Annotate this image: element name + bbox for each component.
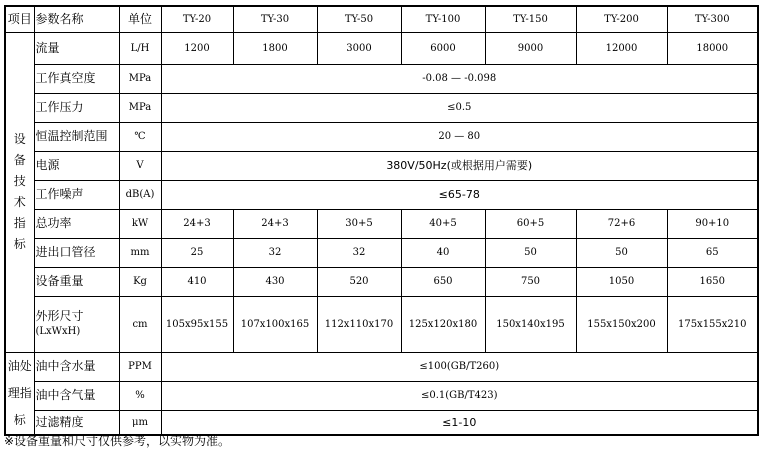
param-name: 恒温控制范围 (34, 122, 119, 151)
header-model: TY-300 (667, 6, 758, 32)
header-model: TY-150 (485, 6, 576, 32)
row-power-supply (5, 151, 758, 180)
param-name: 流量 (34, 32, 119, 64)
cell-value: 6000 (401, 32, 485, 64)
cell-value: 650 (401, 267, 485, 296)
param-name: 总功率 (34, 209, 119, 238)
header-model: TY-20 (161, 6, 233, 32)
cell-value: 430 (233, 267, 317, 296)
row-water-content (5, 352, 758, 381)
cell-value: 24+3 (161, 209, 233, 238)
footnote: ※设备重量和尺寸仅供参考，以实物为准。 (4, 434, 231, 448)
header-item: 项目 (5, 6, 34, 32)
header-row (5, 6, 758, 32)
cell-value: 18000 (667, 32, 758, 64)
cell-value: 125x120x180 (401, 296, 485, 352)
cell-value-merged: ≤100(GB/T260) (161, 352, 758, 381)
cell-value: 72+6 (576, 209, 667, 238)
cell-value: 50 (576, 238, 667, 267)
cell-value: 90+10 (667, 209, 758, 238)
header-model: TY-50 (317, 6, 401, 32)
param-name: 工作噪声 (34, 180, 119, 209)
param-unit: kW (119, 209, 161, 238)
param-unit: Kg (119, 267, 161, 296)
cell-value: 520 (317, 267, 401, 296)
param-unit: % (119, 381, 161, 410)
category-oil: 油处理指标 (5, 352, 34, 435)
header-model: TY-100 (401, 6, 485, 32)
header-model: TY-30 (233, 6, 317, 32)
param-unit: ℃ (119, 122, 161, 151)
cell-value-merged: ≤0.5 (161, 93, 758, 122)
param-name: 设备重量 (34, 267, 119, 296)
cell-value: 105x95x155 (161, 296, 233, 352)
spec-table (4, 5, 759, 436)
row-temperature (5, 122, 758, 151)
param-unit: MPa (119, 64, 161, 93)
param-name: 工作压力 (34, 93, 119, 122)
param-unit: mm (119, 238, 161, 267)
header-param: 参数名称 (34, 6, 119, 32)
cell-value: 107x100x165 (233, 296, 317, 352)
row-filter-precision (5, 410, 758, 434)
cell-value: 40+5 (401, 209, 485, 238)
cell-value: 1200 (161, 32, 233, 64)
cell-value: 30+5 (317, 209, 401, 238)
cell-value: 155x150x200 (576, 296, 667, 352)
param-unit: dB(A) (119, 180, 161, 209)
cell-value: 9000 (485, 32, 576, 64)
cell-value-merged: ≤1-10 (161, 410, 758, 434)
header-model: TY-200 (576, 6, 667, 32)
cell-value: 1800 (233, 32, 317, 64)
param-unit: PPM (119, 352, 161, 381)
row-flow (5, 32, 758, 64)
cell-value: 410 (161, 267, 233, 296)
cell-value: 32 (317, 238, 401, 267)
param-name-line1: 外形尺寸 (35, 309, 84, 323)
param-unit: cm (119, 296, 161, 352)
header-unit: 单位 (119, 6, 161, 32)
cell-value: 25 (161, 238, 233, 267)
cell-value: 1050 (576, 267, 667, 296)
param-name: 进出口管径 (34, 238, 119, 267)
cell-value: 3000 (317, 32, 401, 64)
param-name: 油中含水量 (34, 352, 119, 381)
cell-value: 175x155x210 (667, 296, 758, 352)
cell-value: 65 (667, 238, 758, 267)
cell-value: 24+3 (233, 209, 317, 238)
cell-value-merged: 20 — 80 (161, 122, 758, 151)
cell-value: 150x140x195 (485, 296, 576, 352)
param-name: 工作真空度 (34, 64, 119, 93)
cell-value: 50 (485, 238, 576, 267)
cell-value: 1650 (667, 267, 758, 296)
category-equipment: 设备技术指标 (5, 32, 34, 352)
param-name (34, 296, 119, 352)
cell-value-merged: ≤65-78 (161, 180, 758, 209)
cell-value-merged: -0.08 — -0.098 (161, 64, 758, 93)
row-weight (5, 267, 758, 296)
cell-value: 12000 (576, 32, 667, 64)
row-vacuum (5, 64, 758, 93)
param-unit: MPa (119, 93, 161, 122)
param-name: 过滤精度 (34, 410, 119, 434)
cell-value: 750 (485, 267, 576, 296)
param-unit: μm (119, 410, 161, 434)
cell-value-merged: ≤0.1(GB/T423) (161, 381, 758, 410)
cell-value: 112x110x170 (317, 296, 401, 352)
param-name-line2: (LxWxH) (35, 326, 81, 337)
param-name: 电源 (34, 151, 119, 180)
row-pressure (5, 93, 758, 122)
row-pipe-diameter (5, 238, 758, 267)
row-gas-content (5, 381, 758, 410)
param-unit: V (119, 151, 161, 180)
cell-value: 40 (401, 238, 485, 267)
row-dimensions (5, 296, 758, 352)
cell-value: 32 (233, 238, 317, 267)
param-unit: L/H (119, 32, 161, 64)
cell-value: 60+5 (485, 209, 576, 238)
cell-value-merged: 380V/50Hz(或根据用户需要) (161, 151, 758, 180)
row-total-power (5, 209, 758, 238)
param-name: 油中含气量 (34, 381, 119, 410)
row-noise (5, 180, 758, 209)
